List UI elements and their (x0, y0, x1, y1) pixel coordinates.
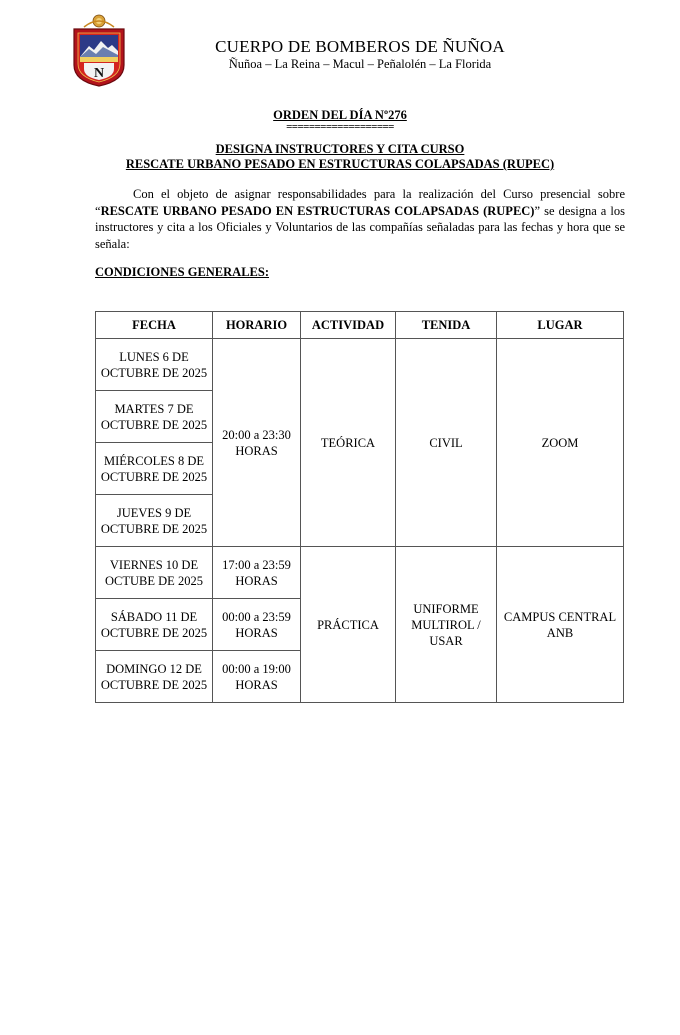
intro-text-before: Con el objeto de asignar responsabilidades para la realización del Curso presencial sobre “ (95, 187, 625, 218)
order-heading (0, 142, 680, 172)
schedule-cell: 00:00 a 23:59 HORAS (213, 599, 301, 651)
schedule-cell: 20:00 a 23:30 HORAS (213, 339, 301, 547)
column-header-lugar: LUGAR (497, 312, 624, 339)
activity-cell: TEÓRICA (301, 339, 396, 547)
svg-text:N: N (93, 66, 105, 81)
table-row (96, 547, 624, 599)
date-cell: LUNES 6 DE OCTUBRE DE 2025 (96, 339, 213, 391)
date-cell: MARTES 7 DE OCTUBRE DE 2025 (96, 391, 213, 443)
date-cell: SÁBADO 11 DE OCTUBRE DE 2025 (96, 599, 213, 651)
conditions-heading: CONDICIONES GENERALES: (95, 265, 269, 279)
schedule-cell: 17:00 a 23:59 HORAS (213, 547, 301, 599)
intro-text-after: ” se designa a los instructores y cita a los Oficiales y Voluntarios de las compañías señaladas para las fechas y hora que se señala: (95, 203, 626, 251)
heading-line-2: RESCATE URBANO PESADO EN ESTRUCTURAS COLAPSADAS (RUPEC) (125, 157, 555, 171)
date-cell: DOMINGO 12 DE OCTUBRE DE 2025 (96, 651, 213, 703)
attire-cell: CIVIL (396, 339, 497, 547)
date-cell: JUEVES 9 DE OCTUBRE DE 2025 (96, 495, 213, 547)
intro-paragraph (95, 186, 625, 252)
table-header-row (96, 312, 624, 339)
communes-line: Ñuñoa – La Reina – Macul – Peñalolén – La Florida (228, 57, 492, 71)
date-cell: MIÉRCOLES 8 DE OCTUBRE DE 2025 (96, 443, 213, 495)
place-cell: ZOOM (497, 339, 624, 547)
heading-line-1: DESIGNA INSTRUCTORES Y CITA CURSO (215, 142, 465, 156)
organization-name: CUERPO DE BOMBEROS DE ÑUÑOA (215, 37, 505, 56)
title-separator: =================== (286, 121, 394, 133)
column-header-fecha: FECHA (96, 312, 213, 339)
date-cell: VIERNES 10 DE OCTUBE DE 2025 (96, 547, 213, 599)
schedule-table (95, 311, 624, 703)
letterhead (150, 37, 570, 72)
order-title: ORDEN DEL DÍA Nº276 (273, 108, 407, 122)
place-cell: CAMPUS CENTRAL ANB (497, 547, 624, 703)
fire-department-logo (70, 13, 128, 87)
intro-course-name: RESCATE URBANO PESADO EN ESTRUCTURAS COLAPSADAS (RUPEC) (100, 203, 535, 218)
schedule-cell: 00:00 a 19:00 HORAS (213, 651, 301, 703)
column-header-tenida: TENIDA (396, 312, 497, 339)
column-header-actividad: ACTIVIDAD (301, 312, 396, 339)
column-header-horario: HORARIO (213, 312, 301, 339)
attire-cell: UNIFORME MULTIROL / USAR (396, 547, 497, 703)
activity-cell: PRÁCTICA (301, 547, 396, 703)
table-row (96, 339, 624, 391)
